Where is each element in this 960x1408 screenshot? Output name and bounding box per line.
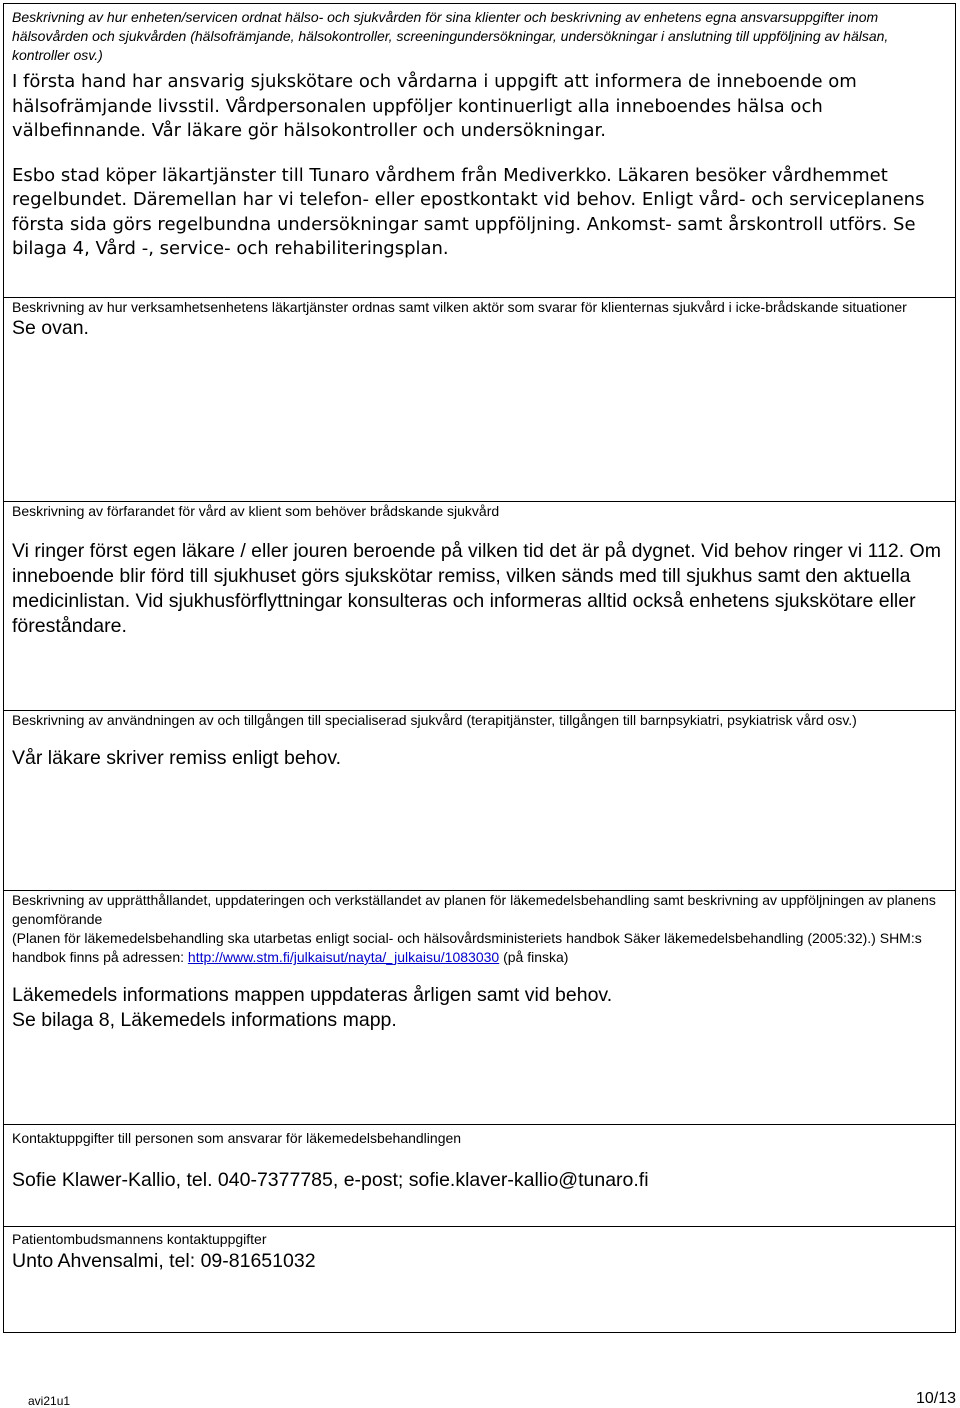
section-doctor-services (4, 298, 955, 502)
answer-text: Vår läkare skriver remiss enligt behov. (12, 747, 342, 769)
page-number: 10/13 (915, 1390, 956, 1407)
document-code: avi21u1 (28, 1394, 71, 1408)
question-text: Patientombudsmannens kontaktuppgifter (12, 1231, 267, 1247)
note-after: (på finska) (499, 949, 569, 965)
question-text: Beskrivning av hur verksamhetsenhetens läkartjänster ordnas samt vilken aktör som svarar för klienternas sjukvård i icke-brådskande situationer (12, 299, 907, 315)
question-text: Kontaktuppgifter till personen som ansvarar för läkemedelsbehandlingen (12, 1130, 462, 1146)
question-text: Beskrivning av hur enheten/servicen ordnat hälso- och sjukvården för sina klienter och beskrivning av enhetens egna ansvarsuppgifter inom hälsovården och sjukvården (hälsofrämjande, hälsokontroller, screeningundersökningar, undersökningar i anslutning till uppföljning av hälsan, kontroller osv.) (12, 9, 889, 63)
answer-text: Vi ringer först egen läkare / eller jouren beroende på vilken tid det är på dygnet. Vid behov ringer vi 112. Om inneboende blir förd till sjukhuset görs sjukskötar remiss, vilken sänds med till sjukhus samt den aktuella medicinlistan. Vid sjukhusförflyttningar konsulteras och informeras alltid också enhetens sjukskötare eller föreståndare. (12, 540, 941, 637)
answer-text: Se ovan. (12, 317, 89, 339)
answer-text: Sofie Klawer-Kallio, tel. 040-7377785, e-post; sofie.klaver-kallio@tunaro.fi (12, 1169, 649, 1191)
question-text: Beskrivning av användningen av och tillgången till specialiserad sjukvård (terapitjänster, tillgången till barnpsykiatri, psykiatrisk vård osv.) (12, 712, 857, 728)
section-specialized-care (4, 711, 955, 891)
answer-text: Läkemedels informations mappen uppdateras årligen samt vid behov. (12, 984, 613, 1006)
note-before: (Planen för läkemedelsbehandling ska utarbetas enligt social- och hälsovårdsministeriets handbok Säker läkemedelsbehandling (2005:32).) SHM:s handbok finns på adressen: (12, 930, 922, 965)
answer-text: I första hand har ansvarig sjukskötare och vårdarna i uppgift att informera de inneboende om hälsofrämjande livsstil. Vårdpersonalen uppföljer kontinuerligt alla inneboendes hälsa och välbefinnande. Vår läkare gör hälsokontroller och undersökningar. (12, 71, 857, 141)
section-medication-plan (4, 891, 955, 1125)
answer-text: Se bilaga 8, Läkemedels informations mapp. (12, 1009, 397, 1031)
answer-text: Unto Ahvensalmi, tel: 09-81651032 (12, 1250, 316, 1272)
note-text (12, 929, 947, 967)
question-text: Beskrivning av upprätthållandet, uppdateringen och verkställandet av planen för läkemedelsbehandling samt beskrivning av uppföljningen av planens genomförande (12, 892, 936, 927)
section-health-care-organization (4, 4, 955, 298)
shm-handbook-link[interactable]: http://www.stm.fi/julkaisut/nayta/_julkaisu/1083030 (187, 949, 500, 965)
section-patient-ombudsman (4, 1227, 955, 1332)
section-urgent-care (4, 502, 955, 711)
section-medication-contact (4, 1125, 955, 1227)
answer-text: Esbo stad köper läkartjänster till Tunaro vårdhem från Mediverkko. Läkaren besöker vårdhemmet regelbundet. Däremellan har vi telefon- eller epostkontakt vid behov. Enligt vård- och serviceplanens första sida görs regelbundna undersökningar samt uppföljning. Ankomst- samt årskontroll utförs. Se bilaga 4, Vård -, service- och rehabiliteringsplan. (12, 164, 925, 259)
form-table (3, 3, 956, 1333)
question-text: Beskrivning av förfarandet för vård av klient som behöver brådskande sjukvård (12, 503, 500, 519)
